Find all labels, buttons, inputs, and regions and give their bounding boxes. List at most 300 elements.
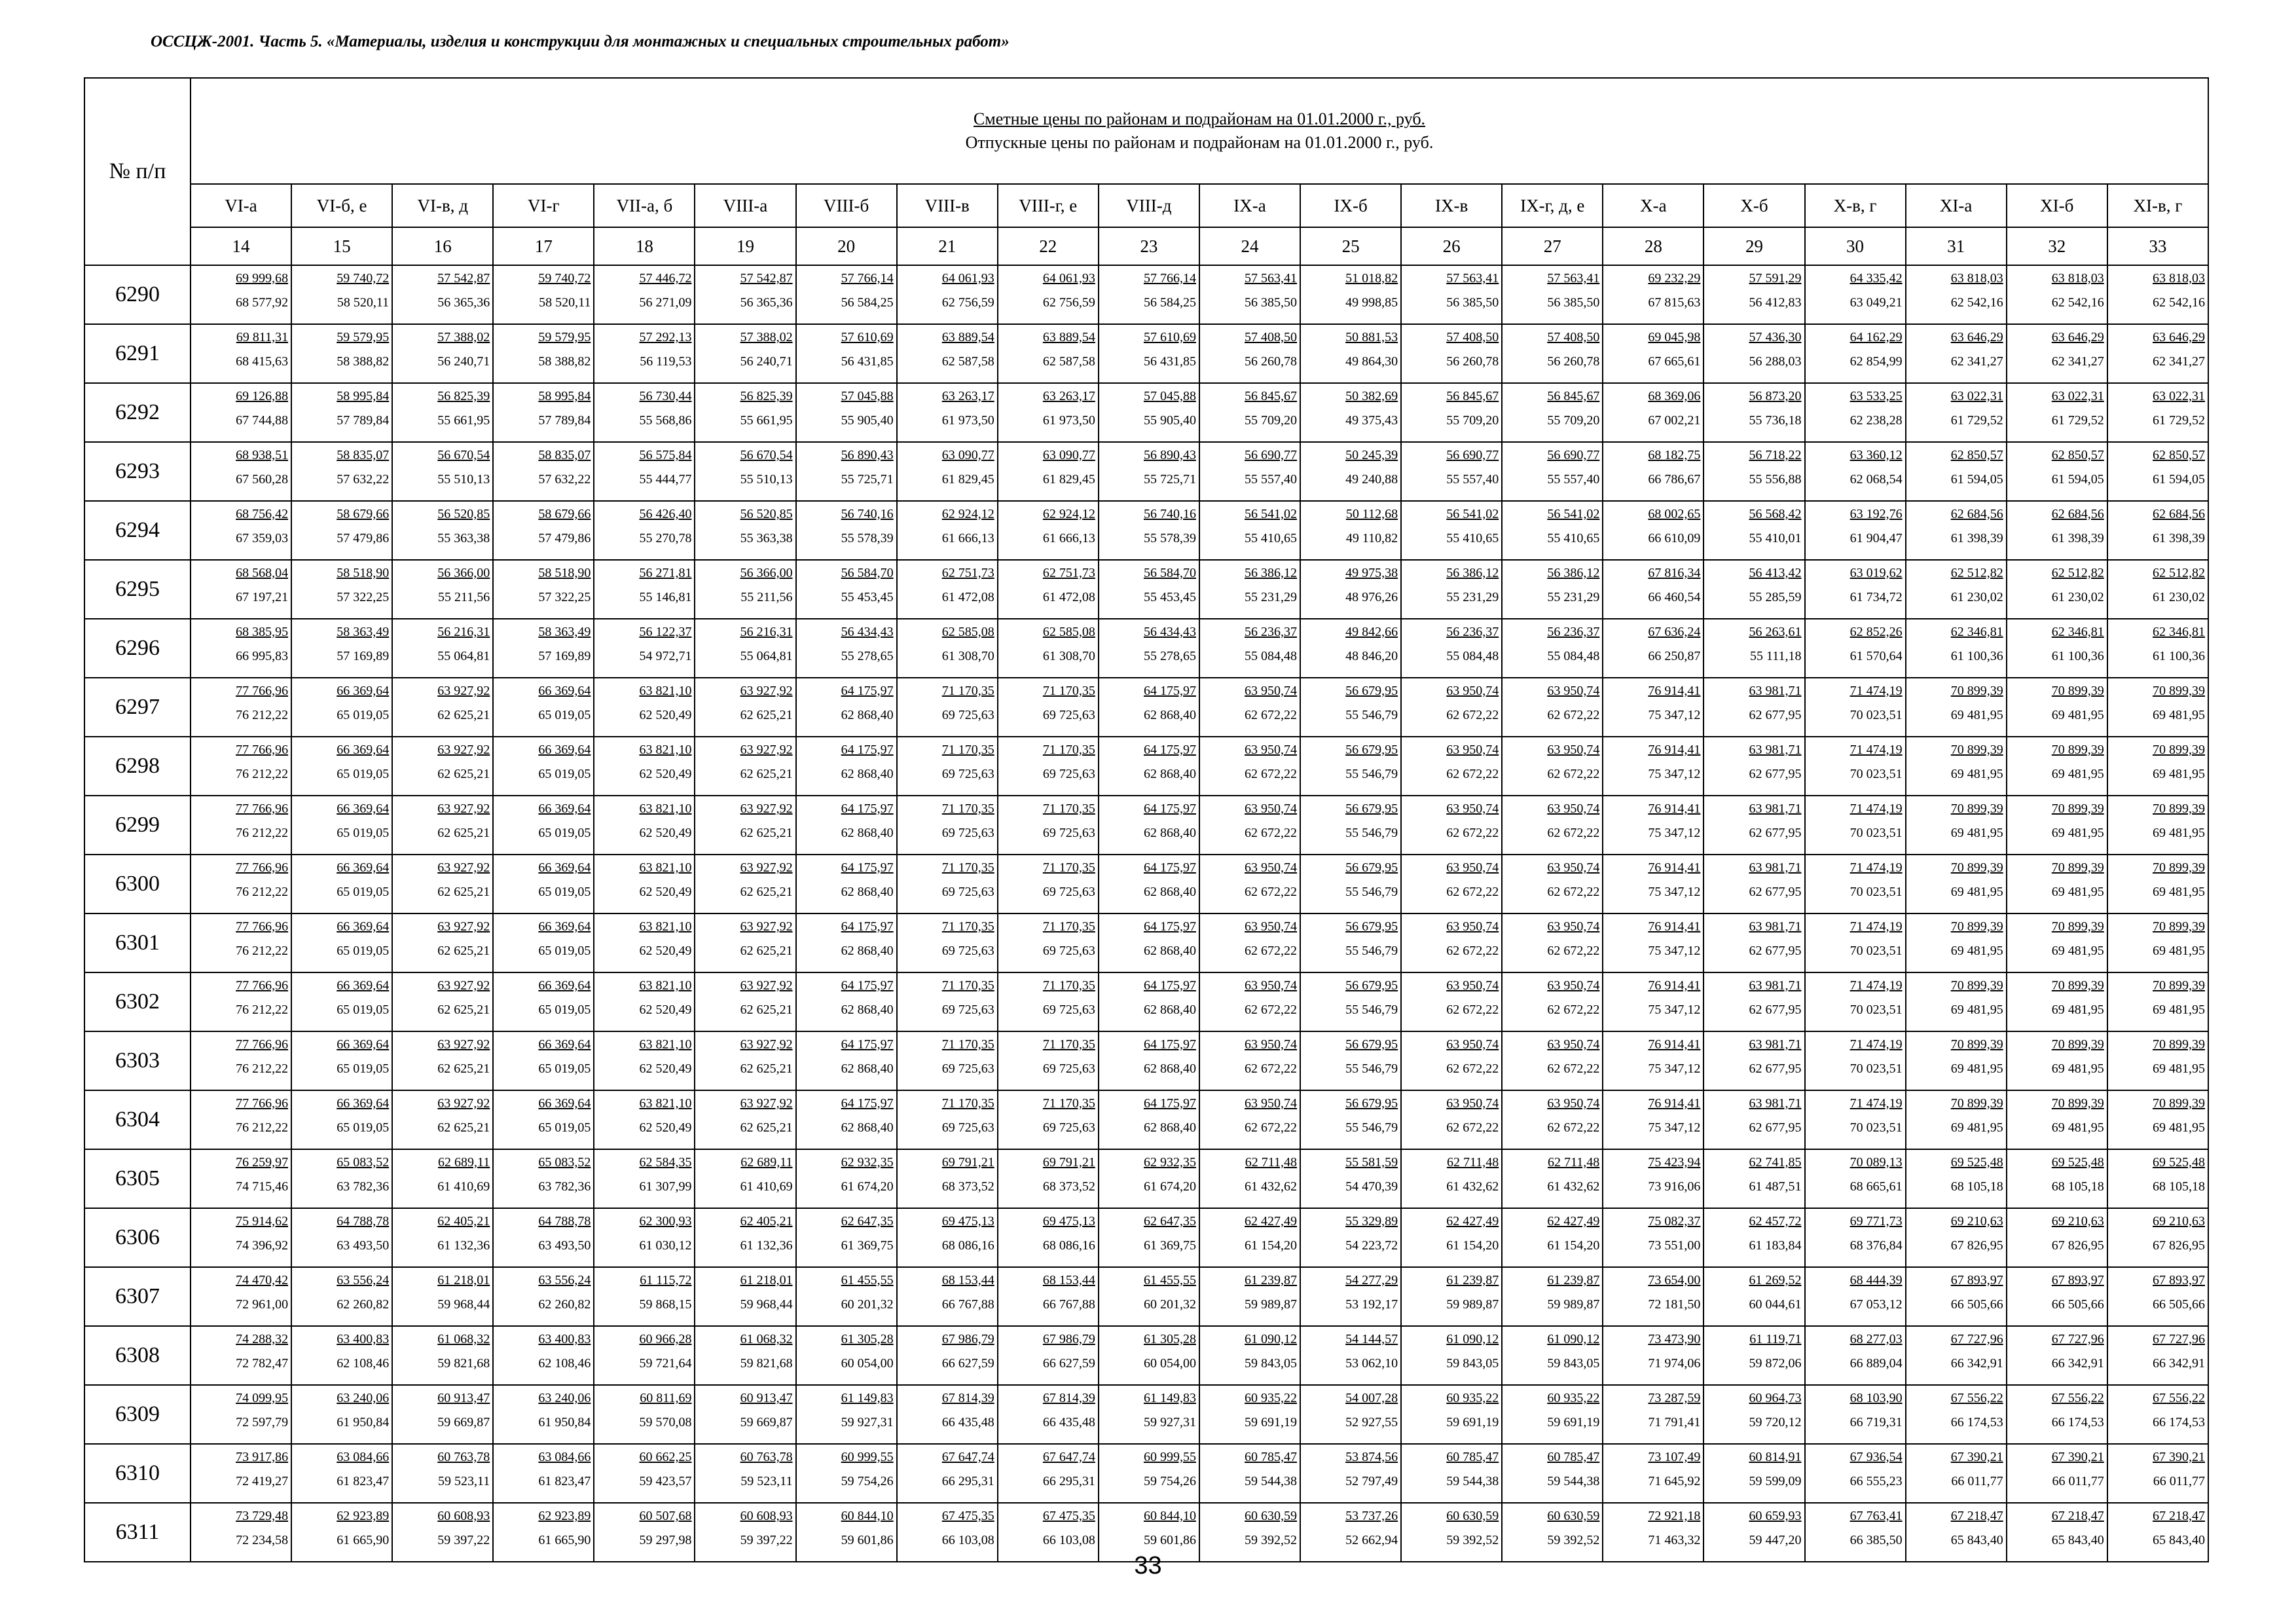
estimated-price: 74 099,95 xyxy=(236,1391,289,1405)
wholesale-price: 61 829,45 xyxy=(941,472,994,487)
wholesale-price: 62 625,21 xyxy=(740,1120,793,1135)
price-cell xyxy=(1401,560,1502,619)
price-cell xyxy=(1906,796,2007,855)
price-cell xyxy=(291,383,392,442)
estimated-price: 63 950,74 xyxy=(1547,802,1600,816)
estimated-price: 63 950,74 xyxy=(1446,1096,1499,1111)
estimated-price: 53 737,26 xyxy=(1345,1509,1398,1523)
estimated-price: 76 259,97 xyxy=(236,1155,289,1170)
price-cell xyxy=(1603,265,1704,324)
wholesale-price: 65 843,40 xyxy=(1950,1533,2003,1547)
price-cell xyxy=(1401,1031,1502,1090)
wholesale-price: 56 260,78 xyxy=(1547,354,1600,369)
estimated-price: 56 568,42 xyxy=(1749,507,1802,521)
banner-row xyxy=(84,78,2208,184)
wholesale-price: 55 084,48 xyxy=(1245,649,1298,663)
wholesale-price: 62 672,22 xyxy=(1245,1061,1298,1076)
wholesale-price: 62 868,40 xyxy=(841,1003,894,1017)
estimated-price: 63 950,74 xyxy=(1547,1037,1600,1052)
estimated-price: 64 175,97 xyxy=(1143,743,1196,757)
estimated-price: 63 981,71 xyxy=(1749,684,1802,698)
estimated-price: 66 369,64 xyxy=(538,919,591,934)
estimated-price: 58 995,84 xyxy=(337,389,390,403)
estimated-price: 71 474,19 xyxy=(1850,919,1903,934)
wholesale-price: 69 481,95 xyxy=(1950,1120,2003,1135)
price-cell xyxy=(695,1149,795,1208)
price-cell xyxy=(2107,1208,2208,1267)
wholesale-price: 56 240,71 xyxy=(437,354,490,369)
wholesale-price: 65 019,05 xyxy=(538,708,591,722)
wholesale-price: 61 734,72 xyxy=(1850,590,1903,604)
wholesale-price: 59 754,26 xyxy=(1143,1474,1196,1488)
estimated-price: 67 986,79 xyxy=(941,1332,994,1346)
wholesale-price: 69 725,63 xyxy=(941,1003,994,1017)
price-cell xyxy=(594,442,695,501)
price-cell xyxy=(2007,1326,2107,1385)
price-cell xyxy=(796,1385,897,1444)
estimated-price: 63 818,03 xyxy=(1950,271,2003,286)
price-cell xyxy=(1199,383,1300,442)
price-cell xyxy=(1603,1267,1704,1326)
estimated-price: 63 981,71 xyxy=(1749,860,1802,875)
district-header: IX-а xyxy=(1199,184,1300,227)
table-row xyxy=(84,619,2208,678)
wholesale-price: 62 520,49 xyxy=(639,826,692,840)
price-cell xyxy=(897,442,998,501)
estimated-price: 56 236,37 xyxy=(1446,625,1499,639)
price-cell xyxy=(695,1031,795,1090)
wholesale-price: 66 103,08 xyxy=(1042,1533,1095,1547)
wholesale-price: 76 212,22 xyxy=(236,767,289,781)
estimated-price: 62 427,49 xyxy=(1446,1214,1499,1228)
wholesale-price: 61 666,13 xyxy=(1042,531,1095,545)
estimated-price: 67 727,96 xyxy=(2051,1332,2104,1346)
estimated-price: 61 119,71 xyxy=(1749,1332,1802,1346)
price-cell xyxy=(998,1149,1099,1208)
price-cell xyxy=(695,737,795,796)
price-cell xyxy=(1099,1149,1199,1208)
estimated-price: 67 218,47 xyxy=(1950,1509,2003,1523)
estimated-price: 67 556,22 xyxy=(2153,1391,2205,1405)
wholesale-price: 49 998,85 xyxy=(1345,295,1398,310)
estimated-price: 53 874,56 xyxy=(1345,1450,1398,1464)
wholesale-price: 65 019,05 xyxy=(538,1061,591,1076)
price-cell xyxy=(1502,1149,1603,1208)
price-cell xyxy=(1300,1031,1401,1090)
wholesale-price: 62 108,46 xyxy=(337,1356,390,1371)
estimated-price: 63 821,10 xyxy=(639,743,692,757)
estimated-price: 63 950,74 xyxy=(1547,919,1600,934)
price-cell xyxy=(1199,442,1300,501)
row-number: 6302 xyxy=(84,972,191,1031)
wholesale-price: 55 231,29 xyxy=(1245,590,1298,604)
estimated-price: 73 287,59 xyxy=(1648,1391,1701,1405)
wholesale-price: 55 410,65 xyxy=(1245,531,1298,545)
estimated-price: 63 084,66 xyxy=(538,1450,591,1464)
estimated-price: 63 889,54 xyxy=(1042,330,1095,344)
estimated-price: 70 899,39 xyxy=(2051,684,2104,698)
wholesale-price: 61 100,36 xyxy=(1950,649,2003,663)
wholesale-price: 69 481,95 xyxy=(2153,1003,2205,1017)
wholesale-price: 55 725,71 xyxy=(841,472,894,487)
wholesale-price: 62 672,22 xyxy=(1245,1120,1298,1135)
wholesale-price: 61 594,05 xyxy=(1950,472,2003,487)
wholesale-price: 62 868,40 xyxy=(1143,826,1196,840)
estimated-price: 69 210,63 xyxy=(2153,1214,2205,1228)
price-cell xyxy=(1401,678,1502,737)
price-cell xyxy=(1704,265,1804,324)
price-cell xyxy=(291,678,392,737)
price-cell xyxy=(2007,972,2107,1031)
wholesale-price: 56 431,85 xyxy=(841,354,894,369)
price-cell xyxy=(1704,560,1804,619)
wholesale-price: 55 111,18 xyxy=(1749,649,1802,663)
wholesale-price: 55 546,79 xyxy=(1345,885,1398,899)
estimated-price: 55 329,89 xyxy=(1345,1214,1398,1228)
wholesale-price: 60 054,00 xyxy=(1143,1356,1196,1371)
wholesale-price: 57 632,22 xyxy=(337,472,390,487)
estimated-price: 57 388,02 xyxy=(740,330,793,344)
row-number: 6309 xyxy=(84,1385,191,1444)
estimated-price: 50 382,69 xyxy=(1345,389,1398,403)
wholesale-price: 66 011,77 xyxy=(2153,1474,2205,1488)
price-cell xyxy=(796,913,897,972)
estimated-price: 60 935,22 xyxy=(1547,1391,1600,1405)
price-cell xyxy=(191,619,291,678)
estimated-price: 56 541,02 xyxy=(1547,507,1600,521)
wholesale-price: 61 100,36 xyxy=(2153,649,2205,663)
estimated-price: 63 927,92 xyxy=(437,802,490,816)
estimated-price: 63 950,74 xyxy=(1547,978,1600,993)
wholesale-price: 59 392,52 xyxy=(1446,1533,1499,1547)
wholesale-price: 69 481,95 xyxy=(2153,944,2205,958)
wholesale-price: 66 342,91 xyxy=(1950,1356,2003,1371)
estimated-price: 60 935,22 xyxy=(1446,1391,1499,1405)
estimated-price: 69 791,21 xyxy=(1042,1155,1095,1170)
wholesale-price: 62 341,27 xyxy=(2051,354,2104,369)
estimated-price: 70 899,39 xyxy=(1950,802,2003,816)
estimated-price: 61 149,83 xyxy=(841,1391,894,1405)
wholesale-price: 67 359,03 xyxy=(236,531,289,545)
estimated-price: 67 893,97 xyxy=(2153,1273,2205,1287)
price-cell xyxy=(392,1385,493,1444)
wholesale-price: 68 105,18 xyxy=(1950,1179,2003,1194)
table-row xyxy=(84,913,2208,972)
wholesale-price: 62 238,28 xyxy=(1850,413,1903,428)
wholesale-price: 68 105,18 xyxy=(2051,1179,2104,1194)
wholesale-price: 61 398,39 xyxy=(2153,531,2205,545)
wholesale-price: 62 625,21 xyxy=(740,826,793,840)
estimated-price: 63 556,24 xyxy=(538,1273,591,1287)
estimated-price: 70 899,39 xyxy=(1950,978,2003,993)
wholesale-price: 72 419,27 xyxy=(236,1474,289,1488)
estimated-price: 63 981,71 xyxy=(1749,919,1802,934)
wholesale-price: 66 385,50 xyxy=(1850,1533,1903,1547)
estimated-price: 67 936,54 xyxy=(1850,1450,1903,1464)
wholesale-price: 58 520,11 xyxy=(337,295,390,310)
estimated-price: 73 729,48 xyxy=(236,1509,289,1523)
wholesale-price: 61 950,84 xyxy=(337,1415,390,1430)
estimated-price: 63 400,83 xyxy=(538,1332,591,1346)
estimated-price: 76 914,41 xyxy=(1648,802,1701,816)
estimated-price: 64 788,78 xyxy=(337,1214,390,1228)
wholesale-price: 65 019,05 xyxy=(337,708,390,722)
estimated-price: 65 083,52 xyxy=(538,1155,591,1170)
estimated-price: 61 149,83 xyxy=(1143,1391,1196,1405)
estimated-price: 70 899,39 xyxy=(2051,743,2104,757)
price-cell xyxy=(1805,1090,1906,1149)
wholesale-price: 55 557,40 xyxy=(1446,472,1499,487)
estimated-price: 56 366,00 xyxy=(437,566,490,580)
price-cell xyxy=(2107,1444,2208,1503)
wholesale-price: 62 677,95 xyxy=(1749,1003,1802,1017)
price-cell xyxy=(1805,678,1906,737)
price-cell xyxy=(493,796,594,855)
estimated-price: 66 369,64 xyxy=(538,978,591,993)
price-cell xyxy=(1603,619,1704,678)
estimated-price: 56 426,40 xyxy=(639,507,692,521)
estimated-price: 64 175,97 xyxy=(841,860,894,875)
price-cell xyxy=(392,1444,493,1503)
price-cell xyxy=(1401,619,1502,678)
price-cell xyxy=(695,1444,795,1503)
price-cell xyxy=(1099,442,1199,501)
wholesale-price: 57 479,86 xyxy=(538,531,591,545)
wholesale-price: 69 725,63 xyxy=(1042,1120,1095,1135)
wholesale-price: 68 665,61 xyxy=(1850,1179,1903,1194)
estimated-price: 60 662,25 xyxy=(639,1450,692,1464)
estimated-price: 60 964,73 xyxy=(1749,1391,1802,1405)
price-cell xyxy=(1805,796,1906,855)
estimated-price: 61 068,32 xyxy=(437,1332,490,1346)
wholesale-price: 59 669,87 xyxy=(437,1415,490,1430)
wholesale-price: 52 797,49 xyxy=(1345,1474,1398,1488)
estimated-price: 63 821,10 xyxy=(639,919,692,934)
price-cell xyxy=(796,972,897,1031)
wholesale-price: 62 672,22 xyxy=(1547,767,1600,781)
wholesale-price: 61 594,05 xyxy=(2153,472,2205,487)
estimated-price: 63 950,74 xyxy=(1245,743,1298,757)
price-cell xyxy=(1704,501,1804,560)
price-cell xyxy=(796,442,897,501)
wholesale-price: 69 725,63 xyxy=(1042,767,1095,781)
column-number: 25 xyxy=(1300,227,1401,265)
estimated-price: 67 727,96 xyxy=(1950,1332,2003,1346)
column-number: 14 xyxy=(191,227,291,265)
wholesale-price: 61 154,20 xyxy=(1245,1238,1298,1253)
price-cell xyxy=(796,678,897,737)
wholesale-price: 55 546,79 xyxy=(1345,708,1398,722)
wholesale-price: 56 119,53 xyxy=(640,354,692,369)
district-header: VI-г xyxy=(493,184,594,227)
wholesale-price: 60 044,61 xyxy=(1749,1297,1802,1312)
estimated-price: 70 899,39 xyxy=(1950,684,2003,698)
estimated-price: 70 899,39 xyxy=(2153,1096,2205,1111)
wholesale-price: 65 843,40 xyxy=(2051,1533,2104,1547)
column-number: 23 xyxy=(1099,227,1199,265)
wholesale-price: 61 729,52 xyxy=(2051,413,2104,428)
estimated-price: 63 927,92 xyxy=(740,919,793,934)
wholesale-price: 55 661,95 xyxy=(740,413,793,428)
price-cell xyxy=(2107,678,2208,737)
wholesale-price: 62 625,21 xyxy=(437,826,490,840)
estimated-price: 63 927,92 xyxy=(437,1096,490,1111)
price-cell xyxy=(897,1149,998,1208)
price-cell xyxy=(1199,501,1300,560)
wholesale-price: 61 487,51 xyxy=(1749,1179,1802,1194)
estimated-price: 66 369,64 xyxy=(538,743,591,757)
wholesale-price: 59 447,20 xyxy=(1749,1533,1802,1547)
wholesale-price: 59 754,26 xyxy=(841,1474,894,1488)
estimated-price: 77 766,96 xyxy=(236,919,289,934)
price-cell xyxy=(1704,737,1804,796)
wholesale-price: 55 231,29 xyxy=(1446,590,1499,604)
wholesale-price: 57 322,25 xyxy=(337,590,390,604)
estimated-price: 74 470,42 xyxy=(236,1273,289,1287)
price-cell xyxy=(897,1385,998,1444)
wholesale-price: 62 672,22 xyxy=(1446,1061,1499,1076)
district-header: VIII-б xyxy=(796,184,897,227)
estimated-price: 56 679,95 xyxy=(1345,919,1398,934)
district-header: IX-б xyxy=(1300,184,1401,227)
estimated-price: 63 022,31 xyxy=(1950,389,2003,403)
estimated-price: 66 369,64 xyxy=(337,860,390,875)
wholesale-price: 69 481,95 xyxy=(1950,1061,2003,1076)
estimated-price: 70 899,39 xyxy=(2153,684,2205,698)
row-number: 6295 xyxy=(84,560,191,619)
wholesale-price: 55 546,79 xyxy=(1345,1061,1398,1076)
price-cell xyxy=(594,501,695,560)
estimated-price: 63 950,74 xyxy=(1245,1037,1298,1052)
price-cell xyxy=(796,855,897,913)
wholesale-price: 69 481,95 xyxy=(2153,1061,2205,1076)
wholesale-price: 69 481,95 xyxy=(1950,885,2003,899)
price-cell xyxy=(1401,737,1502,796)
price-cell xyxy=(1502,1267,1603,1326)
price-cell xyxy=(1502,501,1603,560)
wholesale-price: 69 725,63 xyxy=(941,944,994,958)
estimated-price: 62 689,11 xyxy=(740,1155,793,1170)
wholesale-price: 70 023,51 xyxy=(1850,767,1903,781)
wholesale-price: 62 625,21 xyxy=(437,885,490,899)
estimated-price: 63 019,62 xyxy=(1850,566,1903,580)
wholesale-price: 65 019,05 xyxy=(337,885,390,899)
estimated-price: 59 740,72 xyxy=(538,271,591,286)
price-cell xyxy=(1199,972,1300,1031)
price-cell xyxy=(1805,560,1906,619)
estimated-price: 67 986,79 xyxy=(1042,1332,1095,1346)
estimated-price: 62 923,89 xyxy=(538,1509,591,1523)
price-cell xyxy=(1099,1267,1199,1326)
wholesale-price: 65 843,40 xyxy=(2153,1533,2205,1547)
estimated-price: 55 581,59 xyxy=(1345,1155,1398,1170)
estimated-price: 70 899,39 xyxy=(2051,802,2104,816)
row-number: 6306 xyxy=(84,1208,191,1267)
wholesale-price: 55 546,79 xyxy=(1345,944,1398,958)
price-cell xyxy=(1704,1385,1804,1444)
estimated-price: 60 785,47 xyxy=(1446,1450,1499,1464)
wholesale-price: 62 868,40 xyxy=(1143,708,1196,722)
estimated-price: 61 239,87 xyxy=(1245,1273,1298,1287)
estimated-price: 61 269,52 xyxy=(1749,1273,1802,1287)
wholesale-price: 61 973,50 xyxy=(1042,413,1095,428)
wholesale-price: 59 669,87 xyxy=(740,1415,793,1430)
price-cell xyxy=(2107,619,2208,678)
wholesale-price: 67 815,63 xyxy=(1648,295,1701,310)
price-cell xyxy=(1704,1149,1804,1208)
table-row xyxy=(84,1090,2208,1149)
price-cell xyxy=(2107,1149,2208,1208)
column-number: 19 xyxy=(695,227,795,265)
estimated-price: 71 170,35 xyxy=(941,919,994,934)
price-cell xyxy=(2107,501,2208,560)
estimated-price: 60 814,91 xyxy=(1749,1450,1802,1464)
estimated-price: 71 474,19 xyxy=(1850,743,1903,757)
estimated-price: 63 927,92 xyxy=(437,1037,490,1052)
district-header: VIII-а xyxy=(695,184,795,227)
wholesale-price: 69 481,95 xyxy=(1950,708,2003,722)
price-cell xyxy=(1906,1149,2007,1208)
wholesale-price: 69 725,63 xyxy=(1042,708,1095,722)
price-cell xyxy=(1502,324,1603,383)
estimated-price: 71 170,35 xyxy=(941,978,994,993)
wholesale-price: 75 347,12 xyxy=(1648,767,1701,781)
estimated-price: 63 950,74 xyxy=(1446,919,1499,934)
price-cell xyxy=(392,1208,493,1267)
wholesale-price: 55 285,59 xyxy=(1749,590,1802,604)
price-cell xyxy=(392,1267,493,1326)
district-header: X-б xyxy=(1704,184,1804,227)
price-cell xyxy=(594,1149,695,1208)
estimated-price: 56 575,84 xyxy=(639,448,692,462)
estimated-price: 71 474,19 xyxy=(1850,1037,1903,1052)
price-cell xyxy=(392,1090,493,1149)
estimated-price: 63 950,74 xyxy=(1547,743,1600,757)
wholesale-price: 61 230,02 xyxy=(2153,590,2205,604)
estimated-price: 60 999,55 xyxy=(1143,1450,1196,1464)
estimated-price: 63 981,71 xyxy=(1749,1037,1802,1052)
price-cell xyxy=(1906,737,2007,796)
wholesale-price: 62 672,22 xyxy=(1245,944,1298,958)
estimated-price: 64 175,97 xyxy=(1143,860,1196,875)
wholesale-price: 62 260,82 xyxy=(337,1297,390,1312)
price-cell xyxy=(291,1208,392,1267)
estimated-price: 67 647,74 xyxy=(941,1450,994,1464)
wholesale-price: 61 398,39 xyxy=(2051,531,2104,545)
wholesale-price: 61 594,05 xyxy=(2051,472,2104,487)
wholesale-price: 66 627,59 xyxy=(1042,1356,1095,1371)
wholesale-price: 62 625,21 xyxy=(740,767,793,781)
estimated-price: 63 950,74 xyxy=(1446,684,1499,698)
estimated-price: 71 170,35 xyxy=(1042,919,1095,934)
price-cell xyxy=(1906,1326,2007,1385)
price-cell xyxy=(1805,1326,1906,1385)
estimated-price: 57 292,13 xyxy=(639,330,692,344)
wholesale-price: 62 625,21 xyxy=(437,1003,490,1017)
wholesale-price: 55 410,65 xyxy=(1547,531,1600,545)
estimated-price: 77 766,96 xyxy=(236,860,289,875)
price-cell xyxy=(2107,324,2208,383)
estimated-price: 61 305,28 xyxy=(1143,1332,1196,1346)
wholesale-price: 69 725,63 xyxy=(1042,885,1095,899)
wholesale-price: 62 672,22 xyxy=(1547,826,1600,840)
table-row xyxy=(84,501,2208,560)
wholesale-price: 57 169,89 xyxy=(337,649,390,663)
price-cell xyxy=(1401,1149,1502,1208)
price-cell xyxy=(493,855,594,913)
wholesale-price: 55 363,38 xyxy=(740,531,793,545)
estimated-price: 62 647,35 xyxy=(841,1214,894,1228)
